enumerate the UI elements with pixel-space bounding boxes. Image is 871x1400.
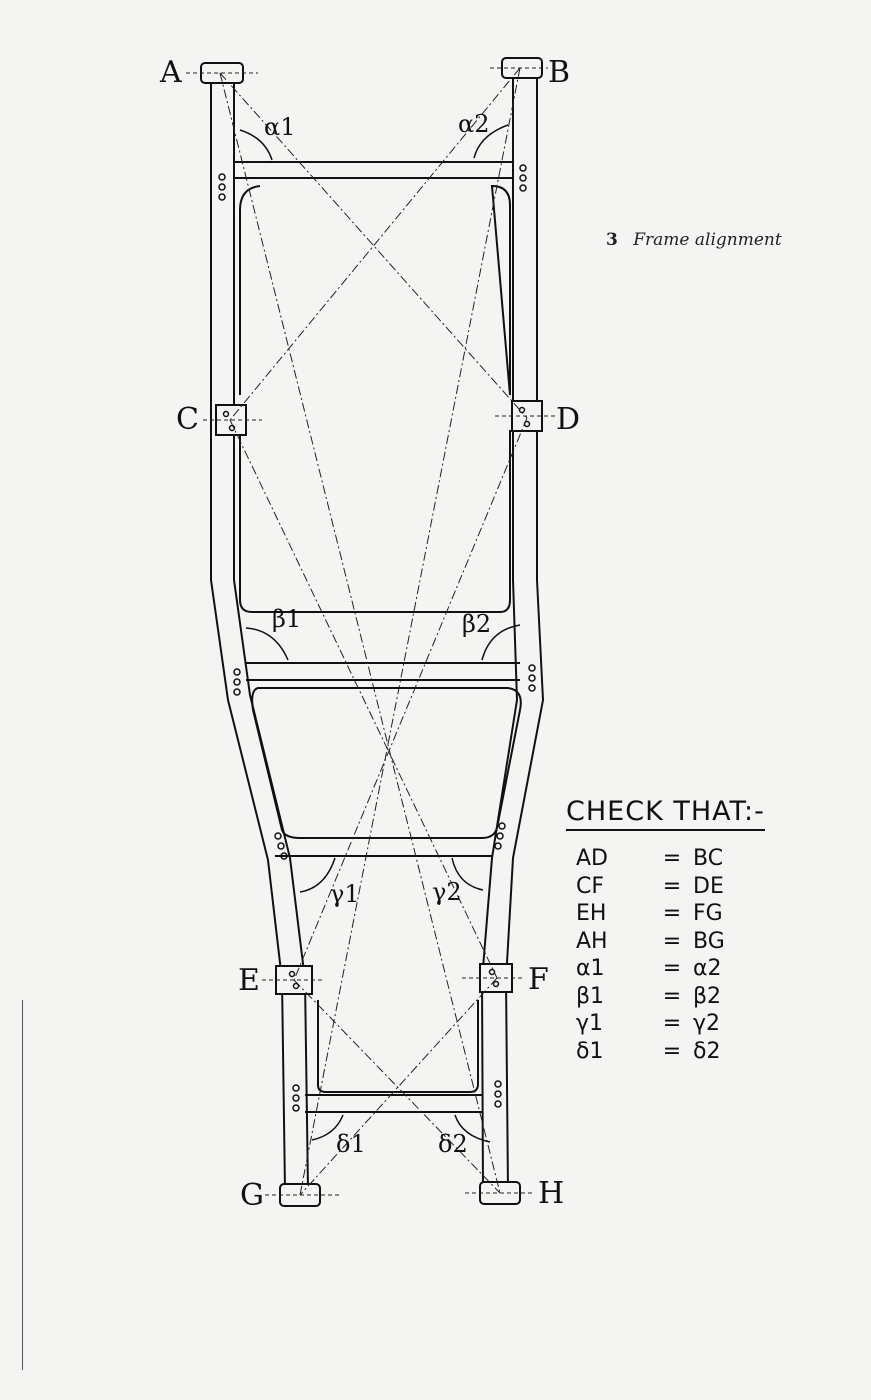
equals-sign: = — [662, 901, 682, 926]
equals-sign: = — [662, 873, 682, 899]
equals-sign: = — [662, 846, 682, 871]
check-row — [576, 955, 773, 983]
equals-sign: = — [662, 1038, 682, 1064]
check-title: CHECK THAT:- — [566, 796, 765, 831]
check-right: α2 — [693, 956, 722, 981]
page-margin-line — [22, 1000, 23, 1370]
figure-title: Frame alignment — [633, 230, 782, 250]
point-label-e: E — [238, 963, 260, 998]
point-label-g: G — [240, 1178, 264, 1213]
equals-sign: = — [662, 928, 682, 954]
check-right: DE — [693, 873, 724, 899]
check-left: AH — [576, 928, 608, 954]
check-row — [576, 928, 773, 956]
angle-label-alpha2: α2 — [458, 110, 490, 138]
figure-caption — [606, 230, 782, 250]
equals-sign: = — [662, 1011, 682, 1036]
angle-label-delta2: δ2 — [438, 1130, 468, 1158]
check-right: BC — [693, 846, 724, 871]
point-label-a: A — [160, 55, 182, 90]
check-left: γ1 — [576, 1011, 604, 1036]
check-right: BG — [693, 928, 725, 954]
check-left: AD — [576, 846, 608, 871]
equals-sign: = — [662, 983, 682, 1009]
point-label-f: F — [528, 962, 549, 997]
angle-label-beta1: β1 — [272, 605, 302, 633]
left-rail — [211, 80, 308, 1190]
figure-number: 3 — [606, 230, 618, 250]
check-row — [576, 845, 773, 873]
check-left: β1 — [576, 983, 605, 1009]
check-row — [576, 873, 773, 901]
point-label-c: C — [176, 402, 199, 437]
point-label-d: D — [556, 402, 581, 437]
angle-label-delta1: δ1 — [336, 1130, 366, 1158]
check-row — [576, 900, 773, 928]
angle-label-beta2: β2 — [462, 610, 492, 638]
check-left: δ1 — [576, 1038, 604, 1064]
check-left: CF — [576, 873, 605, 899]
check-row — [576, 983, 773, 1011]
check-list — [566, 796, 773, 1065]
check-right: FG — [693, 901, 723, 926]
check-left: α1 — [576, 956, 605, 981]
point-label-h: H — [538, 1176, 565, 1211]
equals-sign: = — [662, 956, 682, 981]
check-left: EH — [576, 901, 607, 926]
angle-label-gamma2: γ2 — [432, 878, 462, 906]
check-row — [576, 1010, 773, 1038]
check-right: β2 — [693, 983, 722, 1009]
check-right: γ2 — [693, 1011, 721, 1036]
check-right: δ2 — [693, 1038, 721, 1064]
angle-label-gamma1: γ1 — [330, 880, 360, 908]
angle-label-alpha1: α1 — [264, 113, 296, 141]
check-row — [576, 1038, 773, 1066]
point-label-b: B — [548, 55, 571, 90]
